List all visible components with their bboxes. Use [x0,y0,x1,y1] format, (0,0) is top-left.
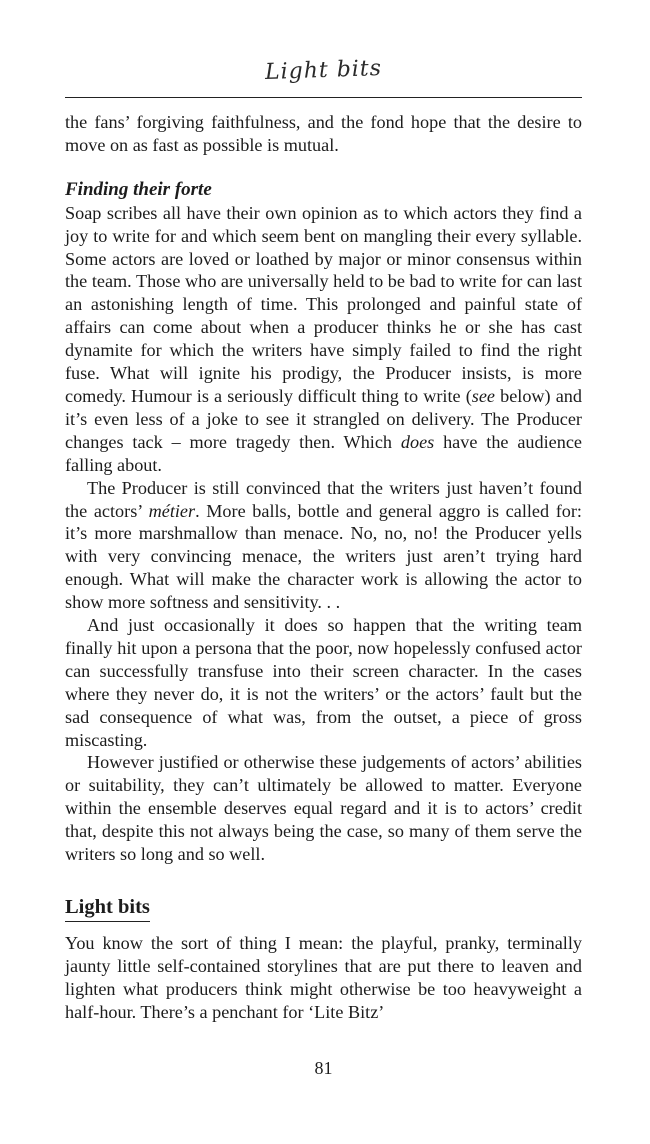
body-text [65,111,582,1024]
running-head: Light bits [264,55,383,86]
header-rule [65,97,582,98]
paragraph: And just occasionally it does so happen that the writing team finally hit upon a persona that the poor, now hopelessly confused actor can successfully transfuse into their screen character. In the cases where they never do, it is not the writers’ or the actors’ fault but the sad consequence of what was, from the outset, a piece of gross miscasting. [65,615,582,750]
paragraph: However justified or otherwise these judgements of actors’ abilities or suitability, they can’t ultimately be allowed to matter. Everyone within the ensemble deserves equal regard and it is to actors’ credit that, despite this not always being the case, so many of them serve the writers so long and so well. [65,752,582,865]
page-number: 81 [314,1058,333,1078]
paragraph: Soap scribes all have their own opinion as to which actors they find a joy to write for and which seem bent on mangling their every syllable. Some actors are loved or loathed by major or minor consensus within the team. Those who are universally held to be bad to write for can last an astonishing length of time. This prolonged and painful state of affairs can come about when a producer thinks he or she has cast dynamite for which the writers have simply failed to find the right fuse. What will ignite his prodigy, the Producer insists, is more comedy. Humour is a seriously difficult thing to write (see below) and it’s even less of a joke to see it strangled on delivery. The Producer changes tack – more tragedy then. Which does have the audience falling about. [65,202,582,475]
paragraph: The Producer is still convinced that the writers just haven’t found the actors’ métier. More balls, bottle and general aggro is called for: it’s more marshmallow than menace. No, no, no! the Producer yells with very convincing menace, the writers just aren’t trying hard enough. What will make the character work is allowing the actor to show more softness and sensitivity. . . [65,477,582,613]
section-heading-wrap [65,866,582,922]
paragraph-continuation: the fans’ forgiving faithfulness, and the fond hope that the desire to move on as fast as possible is mutual. [65,112,582,155]
paragraph: You know the sort of thing I mean: the playful, pranky, terminally jaunty little self-contained storylines that are put there to leaven and lighten what producers think might otherwise be too heavyweight a half-hour. There’s a penchant for ‘Lite Bitz’ [65,932,582,1022]
section-heading: Light bits [65,896,150,922]
subheading: Finding their forte [65,178,212,200]
